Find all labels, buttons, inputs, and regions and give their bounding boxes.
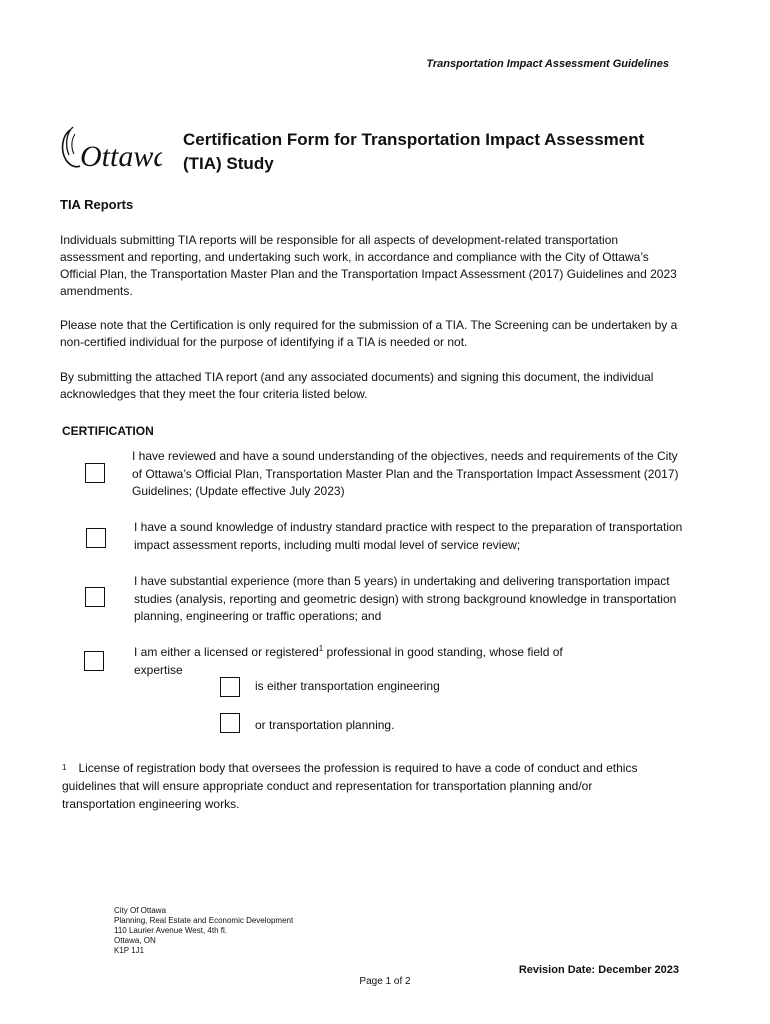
- revision-date: Revision Date: December 2023: [518, 964, 679, 976]
- address-line: K1P 1J1: [114, 946, 145, 955]
- running-header: Transportation Impact Assessment Guidelines: [426, 58, 669, 70]
- paragraph-acknowledgement: By submitting the attached TIA report (and any associated documents) and signing this document, the individual acknowledges that they meet the four criteria listed below.: [60, 370, 654, 401]
- address-line: 110 Laurier Avenue West, 4th fl.: [114, 926, 227, 935]
- paragraph-responsibility: Individuals submitting TIA reports will be responsible for all aspects of development-related transportation assessment and reporting, and undertaking such work, in accordance and compliance with the City of Ottawa’s Official Plan, the Transportation Master Plan and the Transportation Impact Assessment (2017) Guidelines and 2023 amendments.: [60, 233, 677, 298]
- criteria-2-checkbox[interactable]: [86, 528, 106, 548]
- address-line: City Of Ottawa: [114, 906, 167, 915]
- paragraph-certification-note: Please note that the Certification is only required for the submission of a TIA. The Screening can be undertaken by a non-certified individual for the purpose of identifying if a TIA is needed or not.: [60, 318, 678, 349]
- transportation-engineering-label: is either transportation engineering: [255, 679, 440, 693]
- tia-reports-heading: TIA Reports: [60, 197, 134, 212]
- footnote-text: License of registration body that oversees the profession is required to have a code of conduct and ethics guidelines that will ensure appropriate conduct and representation for transportation planning and/or transportation engineering works.: [62, 761, 638, 811]
- ottawa-logo: [58, 124, 162, 174]
- transportation-engineering-checkbox[interactable]: [220, 677, 240, 697]
- page-number: Page 1 of 2: [359, 976, 411, 987]
- criteria-1-checkbox[interactable]: [85, 463, 105, 483]
- footnote-ref: 1: [318, 644, 324, 653]
- svg-text:Ottawa: Ottawa: [80, 140, 162, 173]
- transportation-planning-checkbox[interactable]: [220, 713, 240, 733]
- criteria-3-checkbox[interactable]: [85, 587, 105, 607]
- city-address: [114, 906, 293, 956]
- certification-heading: CERTIFICATION: [62, 424, 154, 438]
- criteria-4-text: I am either a licensed or registered$^1$ professional in good standing, whose field of expertise: [134, 644, 563, 677]
- document-title: Certification Form for Transportation Impact Assessment (TIA) Study: [183, 130, 645, 173]
- criteria-3-text: I have substantial experience (more than 5 years) in undertaking and delivering transportation impact studies (analysis, reporting and geometric design) with strong background knowledge in transportation planning, engineering or traffic operations; and: [134, 574, 677, 623]
- address-line: Planning, Real Estate and Economic Development: [114, 916, 294, 925]
- footnote: [62, 759, 662, 813]
- criteria-1-text: I have reviewed and have a sound understanding of the objectives, needs and requirements of the City of Ottawa’s Official Plan, Transportation Master Plan and the Transportation Impact Assessment (2017) Guidelines; (Update effective July 2023): [132, 449, 679, 498]
- criteria-2-text: I have a sound knowledge of industry standard practice with respect to the preparation of transportation impact assessment reports, including multi modal level of service review;: [134, 520, 683, 552]
- transportation-planning-label: or transportation planning.: [255, 718, 395, 732]
- address-line: Ottawa, ON: [114, 936, 156, 945]
- footnote-mark: 1: [62, 763, 67, 772]
- criteria-4-checkbox[interactable]: [84, 651, 104, 671]
